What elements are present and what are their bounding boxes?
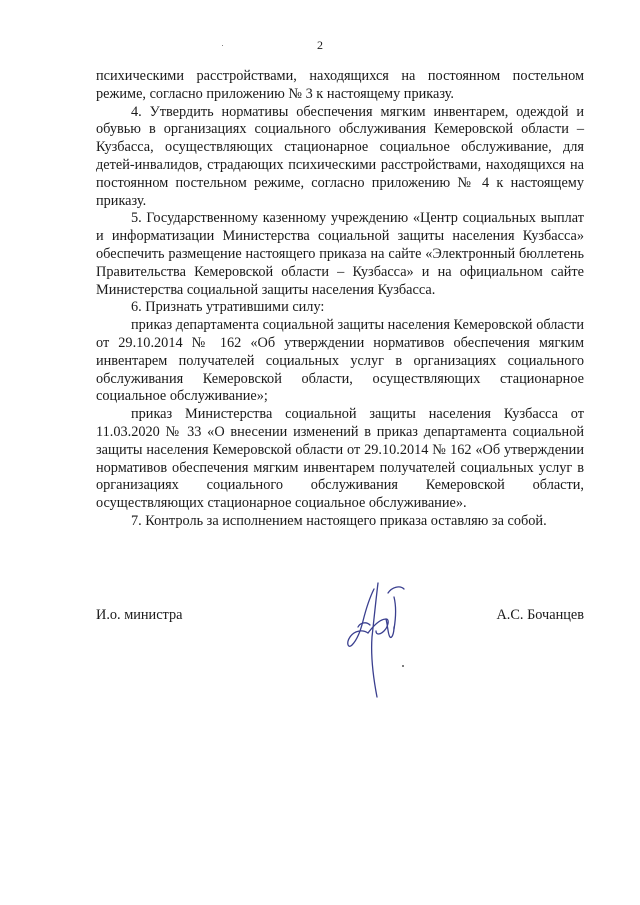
paragraph-repealed-order-2: приказ Министерства социальной защиты населения Кузбасса от 11.03.2020 № 33 «О внесении изменений в приказ департамента социальной защиты населения Кемеровской области от 29.10.2014 № 162 «Об утверждении нормативов обеспечения мягким инвентарем получателей социальных услуг в организациях социального обслуживания Кемеровской области, осуществляющих стационарное социальное обслуживание». — [96, 406, 584, 512]
paragraph-item-5: 5. Государственному казенному учреждению «Центр социальных выплат и информатизации Министерства социальной защиты населения Кузбасса» обеспечить размещение настоящего приказа на сайте «Электронный бюллетень Правительства Кемеровской области – Кузбасса» и на официальном сайте Министерства социальной защиты населения Кузбасса. — [96, 210, 584, 298]
paragraph-item-6: 6. Признать утратившими силу: — [131, 299, 325, 316]
paragraph-item-4: 4. Утвердить нормативы обеспечения мягким инвентарем, одеждой и обувью в организациях социального обслуживания Кемеровской области – Кузбасса, осуществляющих стационарное социальное обслуживание, для детей-инвалидов, страдающих психическими расстройствами, находящихся на постоянном постельном режиме, согласно приложению № 4 к настоящему приказу. — [96, 103, 584, 209]
page-number: 2 — [317, 38, 323, 52]
paragraph-repealed-order-1: приказ департамента социальной защиты населения Кемеровской области от 29.10.2014 № 162 «Об утверждении нормативов обеспечения мягким инвентарем получателей социальных услуг в организациях социального обслуживания Кемеровской области, осуществляющих стационарное социальное обслуживание»; — [96, 317, 584, 405]
signatory-name: А.С. Бочанцев — [496, 607, 584, 623]
paragraph-item-7: 7. Контроль за исполнением настоящего приказа оставляю за собой. — [131, 512, 547, 529]
signatory-title: И.о. министра — [96, 607, 183, 623]
ink-speck — [222, 45, 223, 46]
ink-speck — [402, 665, 404, 667]
paragraph-continuation: психическими расстройствами, находящихся на постоянном постельном режиме, согласно приложению № 3 к настоящему приказу. — [96, 68, 584, 102]
handwritten-signature — [330, 575, 430, 700]
document-body — [96, 68, 584, 531]
